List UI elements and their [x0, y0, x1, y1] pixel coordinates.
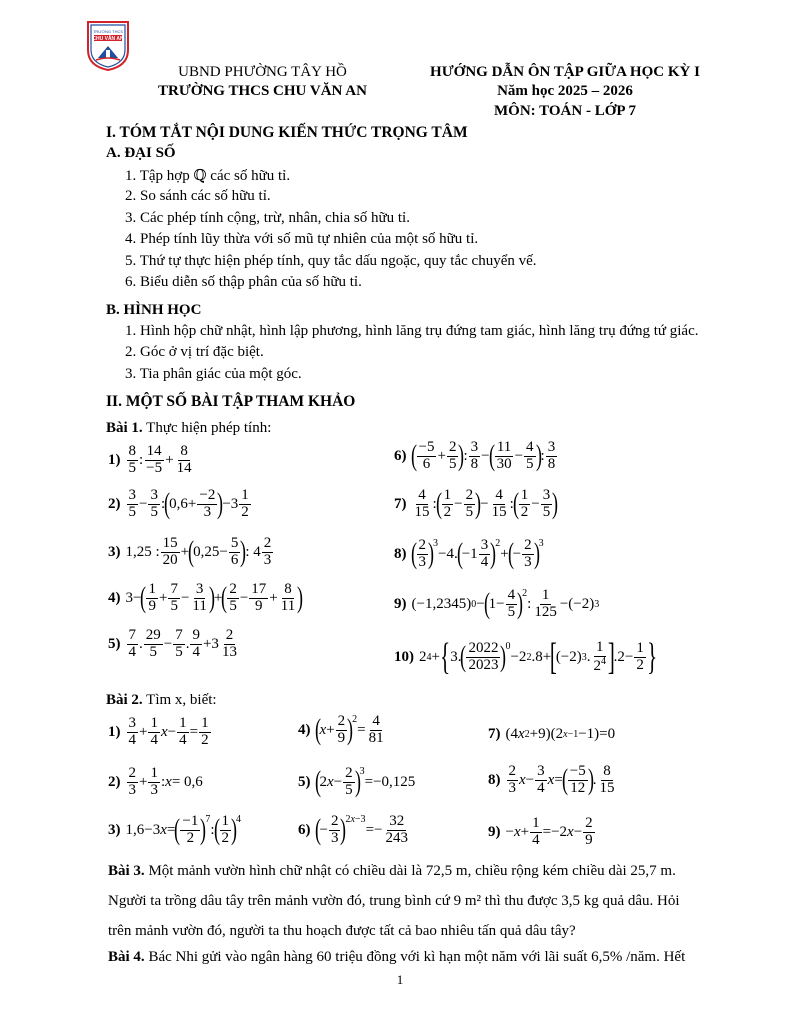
bai1-heading: [106, 420, 271, 437]
b1-expr-1: 1) $\frac{8}{5}$ : $\frac{14}{-5}$ + $\frac{8}{14}$: [108, 443, 192, 476]
b2-expr-1: 1) $\frac{3}{4}$ + $\frac{1}{4}$ x − $\frac{1}{4}$ = $\frac{1}{2}$: [108, 715, 209, 748]
b1-label: 3): [108, 543, 121, 560]
bai3-label: Bài 3.: [108, 863, 145, 879]
svg-text:TRƯỜNG THCS: TRƯỜNG THCS: [92, 29, 124, 34]
bai2-heading: [106, 692, 217, 709]
b2-expr-3: 3) 1,6−3 x = ( $\frac{-1}{2}$ ) $^7$ : ( $\frac{1}{2}$ ) $^4$: [108, 813, 241, 847]
b2-label: 3): [108, 821, 121, 838]
b2-expr-7: 7) (4 x 2 +9)(2 x−1 −1)=0: [488, 726, 616, 742]
b2-label: 7): [488, 726, 501, 742]
b2-label: 1): [108, 723, 121, 740]
b1-label: 7): [394, 495, 407, 512]
bai1-text: Thực hiện phép tính:: [146, 420, 272, 436]
b2-expr-9: 9) − x + $\frac{1}{4}$ =−2 x − $\frac{2}{9}$: [488, 815, 593, 848]
school-logo: [86, 20, 130, 72]
b2-expr-5: 5) ( 2 x − $\frac{2}{5}$ ) $^3$ =−0,125: [298, 765, 416, 799]
section1-b-title: B. HÌNH HỌC: [106, 302, 202, 318]
b-item: 2. Góc ở vị trí đặc biệt.: [125, 344, 264, 360]
bai4-text: Bác Nhi gửi vào ngân hàng 60 triệu đồng với kì hạn một năm với lãi suất 6,5% /năm. Hết: [148, 949, 686, 965]
bai3-paragraph: [108, 856, 706, 946]
b1-expr-5: 5) $\frac{7}{4}$ . $\frac{29}{5}$ − $\frac{7}{5}$ . $\frac{9}{4}$ +3 $\frac{2}{13}$: [108, 627, 237, 660]
a-item: 4. Phép tính lũy thừa với số mũ tự nhiên của một số hữu tỉ.: [125, 231, 479, 247]
b1-label: 5): [108, 635, 121, 652]
bai3-text: Một mảnh vườn hình chữ nhật có chiều dài là 72,5 m, chiều rộng kém chiều dài 25,7 m. Người ta trồng dâu tây trên mảnh vườn đó, trung bình cứ 9 m² thì thu được 3,5 kg quả dâu. Hỏi trên mảnh vườn đó, người ta thu hoạch được tất cả bao nhiêu tấn quả dâu tây?: [108, 863, 680, 939]
b1-label: 4): [108, 589, 121, 606]
b-item: 1. Hình hộp chữ nhật, hình lập phương, hình lăng trụ đứng tam giác, hình lăng trụ đứng tứ giác.: [125, 323, 699, 339]
b1-label: 10): [394, 648, 414, 665]
b1-expr-6: 6) ( $\frac{-5}{6}$ + $\frac{2}{5}$ ) : $\frac{3}{8}$ − ( $\frac{11}{30}$ − $\frac{4}{5}$ ) : $\frac{3}{8}$: [394, 439, 556, 473]
header-left-line1: UBND PHƯỜNG TÂY HỒ: [178, 64, 347, 80]
b2-label: 2): [108, 773, 121, 790]
bai4-label: Bài 4.: [108, 949, 145, 965]
b2-label: 4): [298, 721, 311, 738]
b1-expr-3: 3) 1,25 : $\frac{15}{20}$ + ( 0,25− $\frac{5}{6}$ ) : 4 $\frac{2}{3}$: [108, 535, 272, 569]
b1-label: 8): [394, 545, 407, 562]
b1-label: 1): [108, 451, 121, 468]
b2-expr-6: 6) ( − $\frac{2}{3}$ ) $^{2x -3}$ =− $\frac{32}{243}$: [298, 813, 408, 847]
bai2-text: Tìm x, biết:: [146, 692, 217, 708]
header-right-line2: Năm học 2025 – 2026: [497, 83, 633, 99]
section1-a-title: A. ĐẠI SỐ: [106, 145, 176, 161]
header-left-line2: TRƯỜNG THCS CHU VĂN AN: [158, 83, 367, 99]
header-right-line1: HƯỚNG DẪN ÔN TẬP GIỮA HỌC KỲ I: [430, 64, 700, 80]
b-item: 3. Tia phân giác của một góc.: [125, 366, 302, 382]
b2-expr-2: 2) $\frac{2}{3}$ + $\frac{1}{3}$ : x = 0,6: [108, 765, 203, 798]
header-right-line3: MÔN: TOÁN - LỚP 7: [494, 103, 636, 119]
b2-expr-4: 4) ( x + $\frac{2}{9}$ ) $^2$ = $\frac{4}{81}$: [298, 713, 384, 747]
b2-label: 5): [298, 773, 311, 790]
a-item: 2. So sánh các số hữu tỉ.: [125, 188, 271, 204]
page-number: 1: [396, 972, 404, 987]
bai2-label: Bài 2.: [106, 692, 143, 708]
b1-label: 9): [394, 595, 407, 612]
b1-expr-10: 10) 2 4 + { 3. ( $\frac{2022}{2023}$ ) $^0$ −2 2 .8+ [ (−2) 3 . $\frac{1}{2^4}$ ] .2− $\frac{1}{2}$ }: [394, 636, 658, 678]
a-item: 3. Các phép tính cộng, trừ, nhân, chia số hữu tỉ.: [125, 210, 410, 226]
bai4-paragraph: [108, 942, 706, 972]
a-item: 5. Thứ tự thực hiện phép tính, quy tắc dấu ngoặc, quy tắc chuyển vế.: [125, 253, 537, 269]
section2-title: II. MỘT SỐ BÀI TẬP THAM KHẢO: [106, 393, 356, 410]
bai1-label: Bài 1.: [106, 420, 143, 436]
b1-expr-9: 9) (−1,2345) 0 − ( 1− $\frac{4}{5}$ ) $^2$ : $\frac{1}{125}$ −(−2) 3: [394, 587, 600, 621]
b1-label: 6): [394, 447, 407, 464]
b2-label: 6): [298, 821, 311, 838]
b2-label: 9): [488, 823, 501, 840]
b1-expr-4: 4) 3− ( $\frac{1}{9}$ + $\frac{7}{5}$ − $\frac{3}{11}$ ) + ( $\frac{2}{5}$ − $\frac{17}{9}$ + $\frac{8}{11}$ ): [108, 581, 304, 615]
b1-label: 2): [108, 495, 121, 512]
a-item: 6. Biểu diễn số thập phân của số hữu tỉ.: [125, 274, 362, 290]
b1-expr-2: 2) $\frac{3}{5}$ − $\frac{3}{5}$ : ( 0,6+ $\frac{-2}{3}$ ) −3 $\frac{1}{2}$: [108, 487, 249, 521]
b2-expr-8: 8) $\frac{2}{3}$ x − $\frac{3}{4}$ x = ( $\frac{-5}{12}$ ) . $\frac{8}{15}$: [488, 763, 615, 797]
b1-expr-7: 7) $\frac{4}{15}$ : ( $\frac{1}{2}$ − $\frac{2}{5}$ ) − $\frac{4}{15}$ : ( $\frac{1}{2}$ − $\frac{3}{5}$ ): [394, 487, 559, 521]
section1-title: I. TÓM TẮT NỘI DUNG KIẾN THỨC TRỌNG TÂM: [106, 124, 468, 141]
a-item: 1. Tập hợp ℚ các số hữu tỉ.: [125, 168, 291, 184]
svg-text:CHU VĂN AN: CHU VĂN AN: [92, 36, 124, 42]
b1-expr-8: 8) ( $\frac{2}{3}$ ) $^3$ −4. ( −1 $\frac{3}{4}$ ) $^2$ + ( − $\frac{2}{3}$ ) $^3$: [394, 537, 544, 571]
b2-label: 8): [488, 771, 501, 788]
